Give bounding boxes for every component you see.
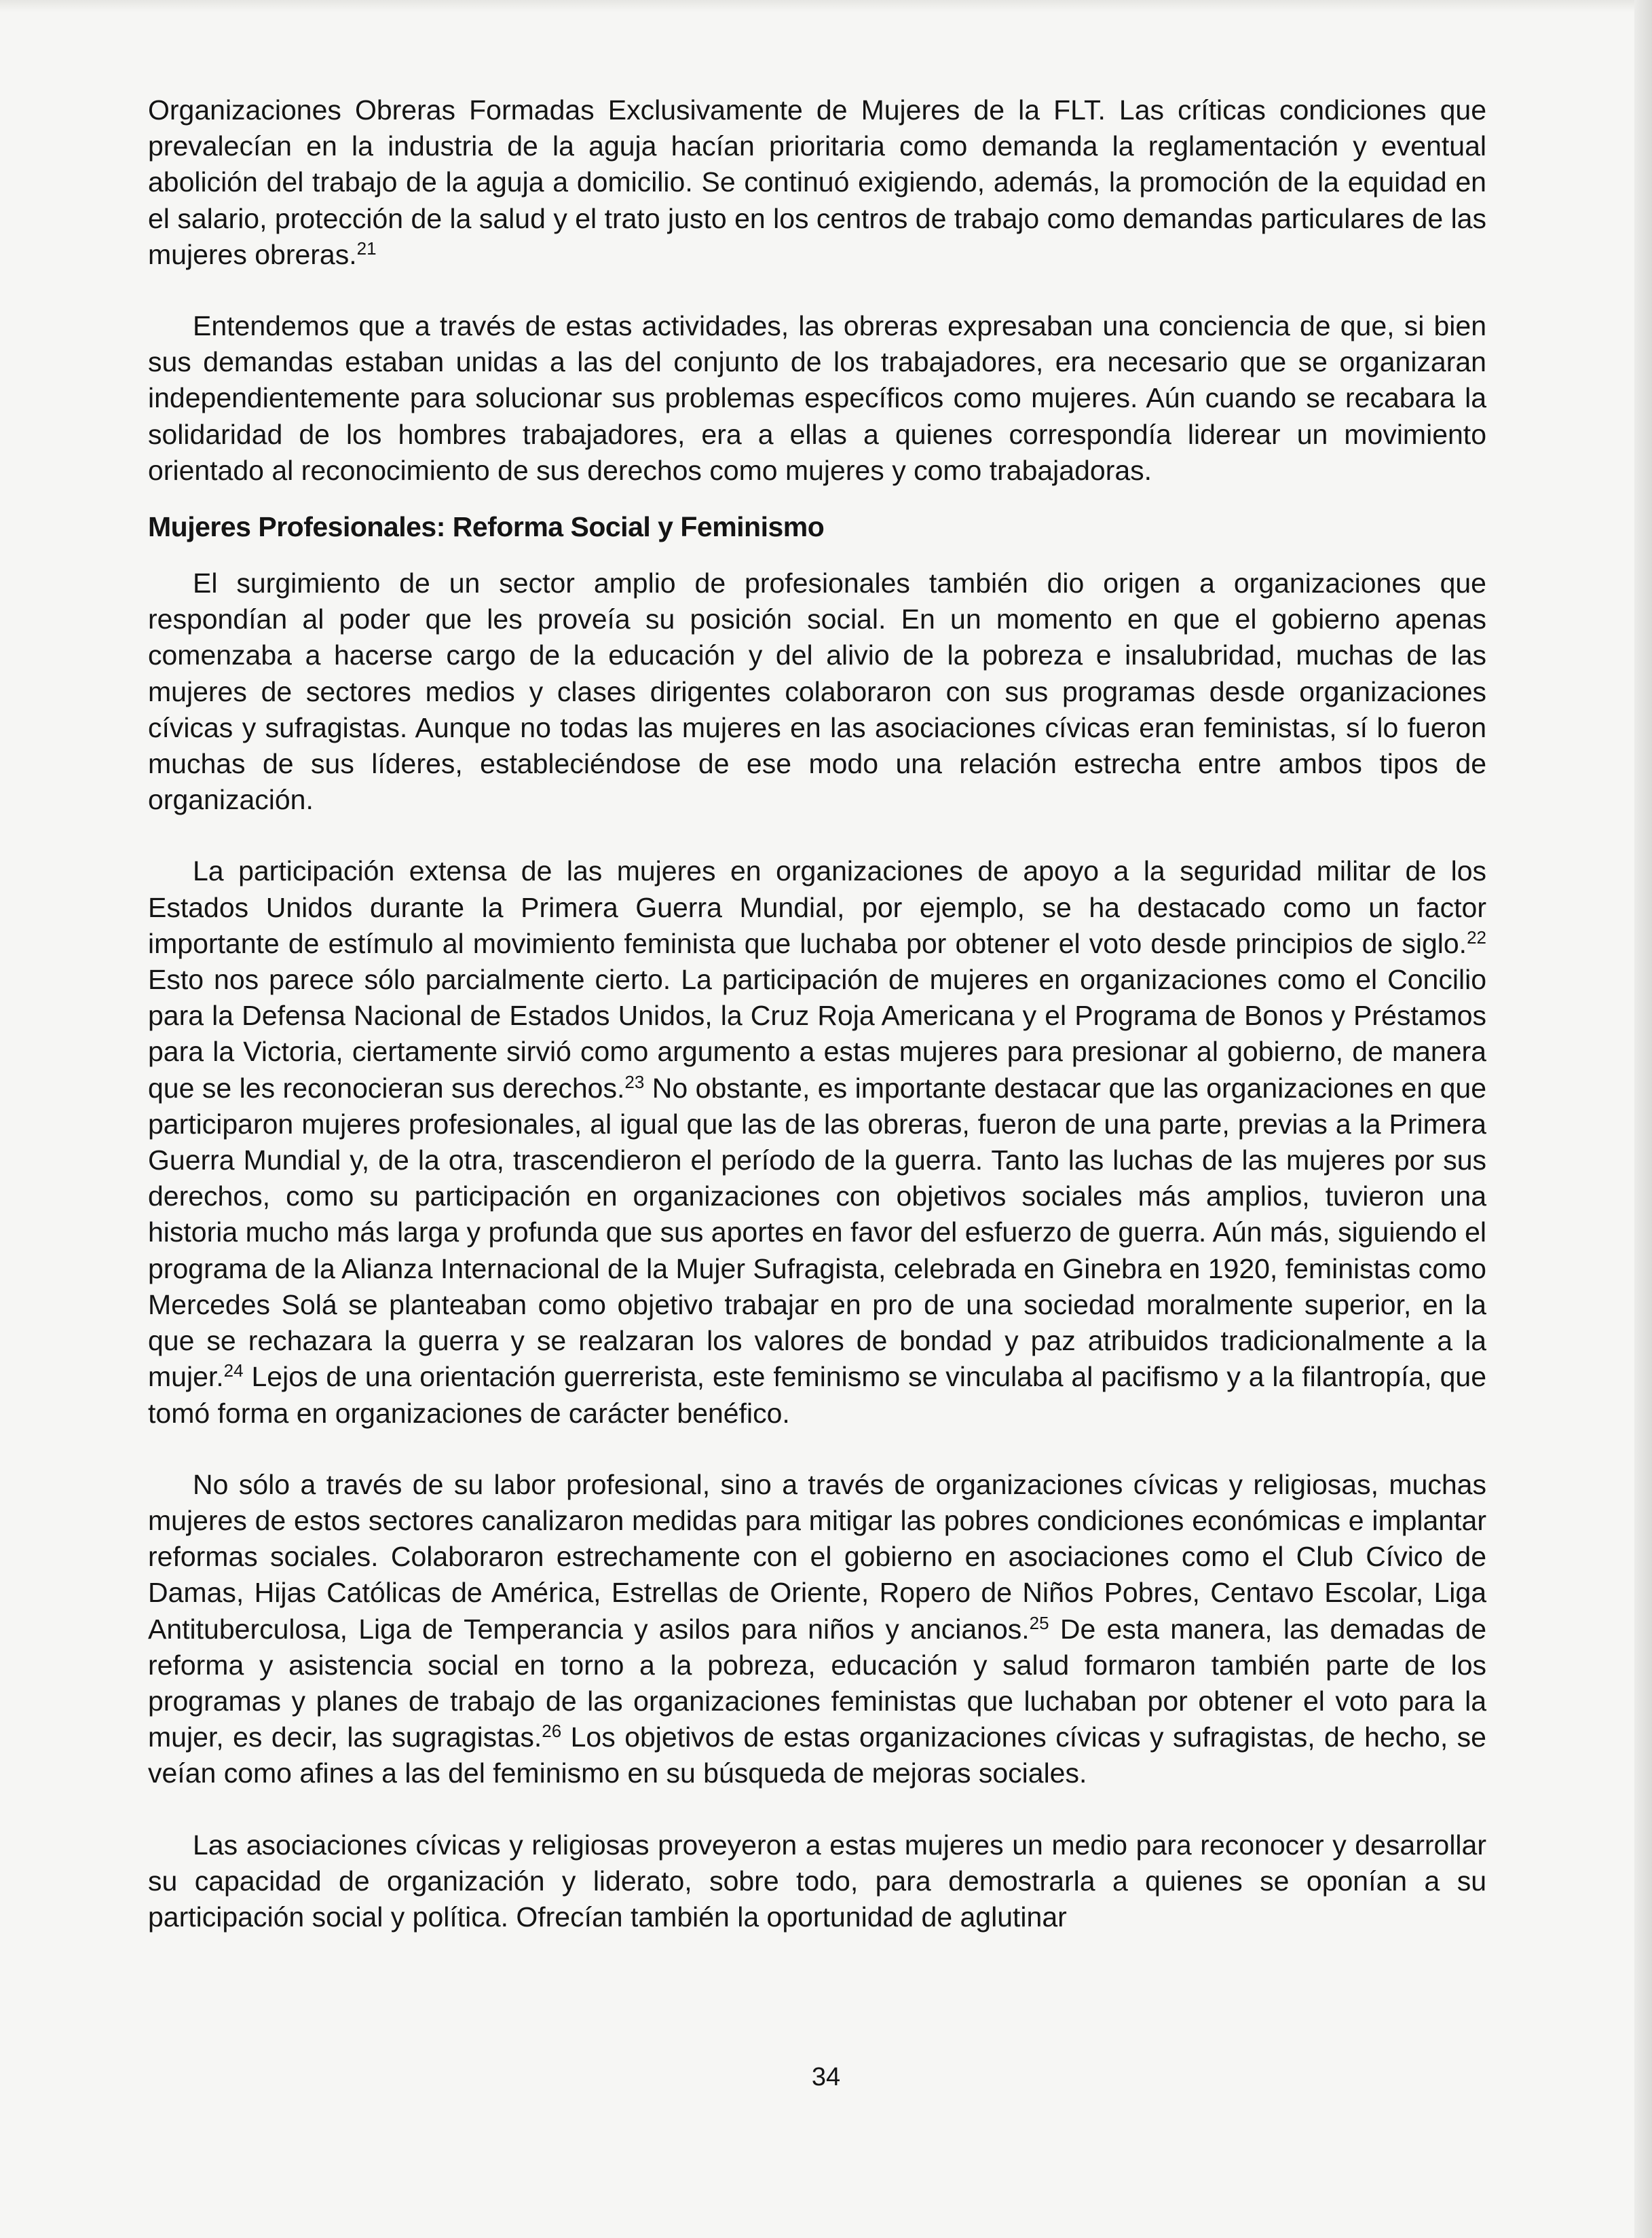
paragraph [148, 565, 1486, 818]
footnote-ref: 26 [542, 1721, 562, 1742]
paragraph [148, 92, 1486, 273]
paragraph-gap [148, 273, 1486, 308]
page-number: 34 [811, 2063, 841, 2091]
intro-paragraphs [148, 92, 1486, 489]
page-edge-right [1634, 0, 1652, 2238]
paragraph-gap [148, 818, 1486, 853]
paragraph-text: No sólo a través de su labor profesional, sino a través de organizaciones cívicas y religiosas, muchas mujeres de estos sectores canalizaron medidas para mitigar las pobres condiciones económicas e implantar reformas sociales. Colaboraron estrechamente con el gobierno en asociaciones como el Club Cívico de Damas, Hijas Católicas de América, Estrellas de Oriente, Ropero de Niños Pobres, Centavo Escolar, Liga Antituberculosa, Liga de Temperancia y asilos para niños y ancianos. [148, 1468, 1486, 1645]
paragraph-text: De esta manera, las demadas de reforma y asistencia social en torno a la pobreza, educación y salud formaron también parte de los programas y planes de trabajo de las organizaciones feministas que luchaban por obtener el voto para la mujer, es decir, las sugragistas. [148, 1613, 1487, 1753]
paragraph-text: Esto nos parece sólo parcialmente cierto. La participación de mujeres en organizaciones como el Concilio para la Defensa Nacional de Estados Unidos, la Cruz Roja Americana y el Programa de Bonos y Préstamos para la Victoria, ciertamente sirvió como argumento a estas mujeres para presionar al gobierno, de manera que se les reconocieran sus derechos. [148, 964, 1486, 1104]
paragraph [148, 308, 1486, 489]
footnote-ref: 22 [1467, 927, 1486, 948]
paragraph-text: Entendemos que a través de estas actividades, las obreras expresaban una conciencia de que, si bien sus demandas estaban unidas a las del conjunto de los trabajadores, era necesario que se organizaran independientemente para solucionar sus problemas específicos como mujeres. Aún cuando se recabara la solidaridad de los hombres trabajadores, era a ellas a quienes correspondía liderear un movimiento orientado al reconocimiento de sus derechos como mujeres y como trabajadoras. [148, 310, 1486, 486]
page-body [148, 92, 1486, 1935]
paragraph-text: Organizaciones Obreras Formadas Exclusivamente de Mujeres de la FLT. Las críticas condiciones que prevalecían en la industria de la aguja hacían prioritaria como demanda la reglamentación y eventual abolición del trabajo de la aguja a domicilio. Se continuó exigiendo, además, la promoción de la equidad en el salario, protección de la salud y el trato justo en los centros de trabajo como demandas particulares de las mujeres obreras. [148, 94, 1486, 270]
footnote-ref: 24 [223, 1360, 244, 1381]
paragraph-text: Las asociaciones cívicas y religiosas proveyeron a estas mujeres un medio para reconocer y desarrollar su capacidad de organización y liderato, sobre todo, para demostrarla a quienes se oponían a su participación social y política. Ofrecían también la oportunidad de aglutinar [148, 1829, 1486, 1933]
paragraph-text: Lejos de una orientación guerrerista, este feminismo se vinculaba al pacifismo y a la filantropía, que tomó forma en organizaciones de carácter benéfico. [148, 1361, 1486, 1429]
paragraph-gap [148, 1432, 1486, 1467]
paragraph [148, 853, 1486, 1431]
footnote-ref: 23 [624, 1071, 645, 1092]
paragraph [148, 1467, 1486, 1792]
spacer [148, 489, 1486, 509]
paragraph-text: El surgimiento de un sector amplio de profesionales también dio origen a organizaciones que respondían al poder que les proveía su posición social. En un momento en que el gobierno apenas comenzaba a hacerse cargo de la educación y del alivio de la pobreza e insalubridad, muchas de las mujeres de sectores medios y clases dirigentes colaboraron con sus programas desde organizaciones cívicas y sufragistas. Aunque no todas las mujeres en las asociaciones cívicas eran feministas, sí lo fueron muchas de sus líderes, estableciéndose de ese modo una relación estrecha entre ambos tipos de organización. [148, 567, 1486, 816]
spacer [148, 545, 1486, 565]
paragraph-text: No obstante, es importante destacar que las organizaciones en que participaron mujeres profesionales, al igual que las de las obreras, fueron de una parte, previas a la Primera Guerra Mundial y, de la otra, trascendieron el período de la guerra. Tanto las luchas de las mujeres por sus derechos, como su participación en organizaciones con objetivos sociales más amplios, tuvieron una historia mucho más larga y profunda que sus aportes en favor del esfuerzo de guerra. Aún más, siguiendo el programa de la Alianza Internacional de la Mujer Sufragista, celebrada en Ginebra en 1920, feministas como Mercedes Solá se planteaban como objetivo trabajar en pro de una sociedad moralmente superior, en la que se rechazara la guerra y se realzaran los valores de bondad y paz atribuidos tradicionalmente a la mujer. [148, 1072, 1486, 1393]
footnote-ref: 25 [1029, 1612, 1049, 1633]
paragraph-text: La participación extensa de las mujeres en organizaciones de apoyo a la seguridad militar de los Estados Unidos durante la Primera Guerra Mundial, por ejemplo, se ha destacado como un factor importante de estímulo al movimiento feminista que luchaba por obtener el voto desde principios de siglo. [148, 855, 1486, 959]
paragraph-text: Los objetivos de estas organizaciones cívicas y sufragistas, de hecho, se veían como afines a las del feminismo en su búsqueda de mejoras sociales. [148, 1721, 1486, 1789]
footnote-ref: 21 [356, 238, 377, 259]
paragraph-gap [148, 1792, 1486, 1827]
section-paragraphs [148, 565, 1486, 1935]
paragraph [148, 1827, 1486, 1936]
page-edge-top [0, 0, 1652, 12]
section-heading: Mujeres Profesionales: Reforma Social y Feminismo [148, 511, 825, 543]
